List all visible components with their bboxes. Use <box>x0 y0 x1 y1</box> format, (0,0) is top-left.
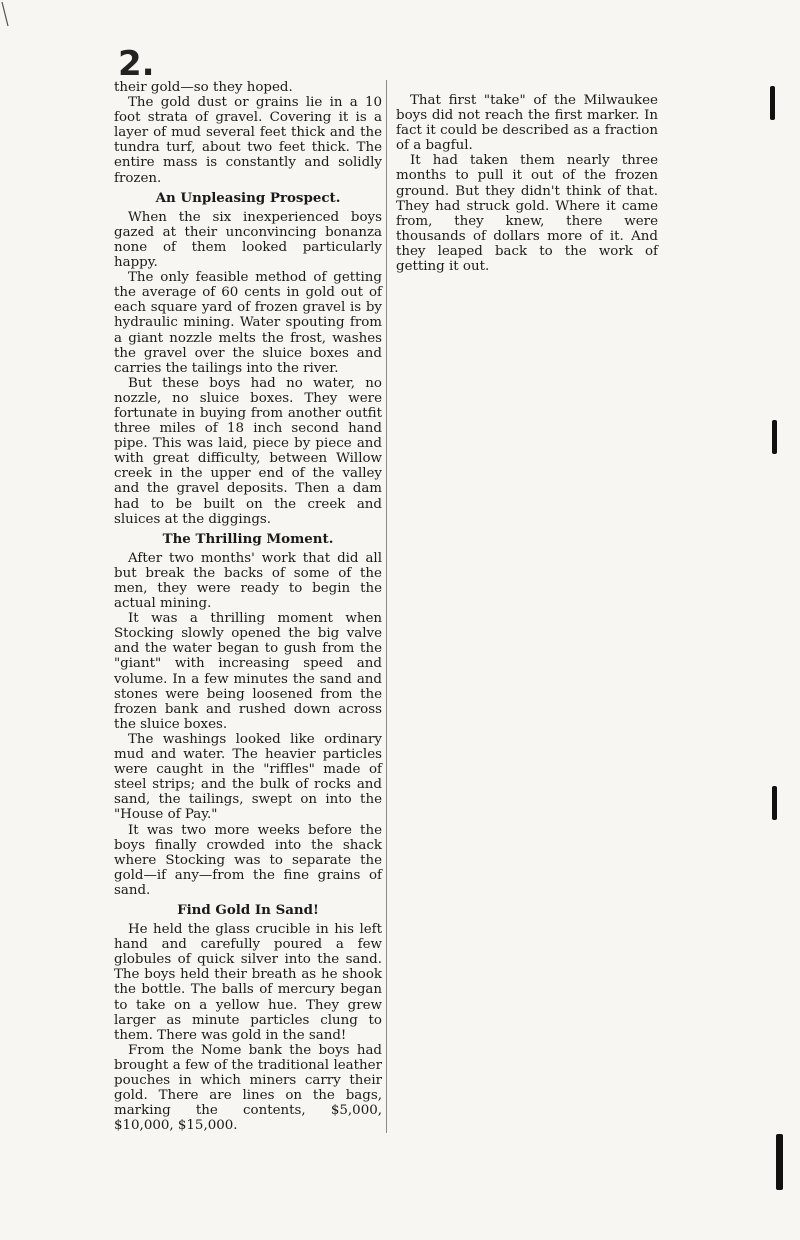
paragraph: It had taken them nearly three months to pull it out of the frozen ground. But they didn't think of that. They had struck gold. Where it came from, they knew, there were thousands of dollars more of it. And they leaped back to the work of getting it out. <box>396 153 658 275</box>
paragraph: When the six inexperienced boys gazed at their unconvincing bonanza none of them looked particularly happy. <box>114 209 382 271</box>
corner-scratch <box>0 0 12 30</box>
binder-mark <box>772 420 777 454</box>
paragraph: The washings looked like ordinary mud and water. The heavier particles were caught in the "riffles" made of steel strips; and the bulk of rocks and sand, the tailings, swept on into the "House of Pay." <box>114 731 382 823</box>
paragraph: After two months' work that did all but break the backs of some of the men, they were ready to begin the actual mining. <box>114 550 382 612</box>
paragraph: It was a thrilling moment when Stocking slowly opened the big valve and the water began to gush from the "giant" with increasing speed and volume. In a few minutes the sand and stones were being loosened from the frozen bank and rushed down across the sluice boxes. <box>114 611 382 732</box>
section-heading: An Unpleasing Prospect. <box>155 189 341 206</box>
binder-mark <box>770 86 775 120</box>
paragraph: The gold dust or grains lie in a 10 foot strata of gravel. Covering it is a layer of mud several feet thick and the tundra turf, about two feet thick. The entire mass is constantly and solidly frozen. <box>114 95 382 186</box>
binder-mark <box>776 1134 783 1190</box>
section-heading: Find Gold In Sand! <box>177 901 319 918</box>
paragraph: It was two more weeks before the boys finally crowded into the shack where Stocking was to separate the gold—if any—from the fine grains of sand. <box>114 822 382 898</box>
page-number: 2. <box>118 44 155 84</box>
paragraph: But these boys had no water, no nozzle, no sluice boxes. They were fortunate in buying from another outfit three miles of 18 inch second hand pipe. This was laid, piece by piece and with great difficulty, between Willow creek in the upper end of the valley and the gravel deposits. Then a dam had to be built on the creek and sluices at the diggings. <box>114 375 382 527</box>
paragraph: That first "take" of the Milwaukee boys did not reach the first marker. In fact it could be described as a fraction of a bagful. <box>396 93 658 154</box>
section-heading: The Thrilling Moment. <box>162 530 334 547</box>
paragraph: From the Nome bank the boys had brought a few of the traditional leather pouches in which miners carry their gold. There are lines on the bags, marking the contents, $5,000, $10,000, $15,000. <box>114 1042 382 1134</box>
article-column-right <box>396 93 658 274</box>
binder-mark <box>772 786 777 820</box>
article-column-left <box>114 80 387 1133</box>
paragraph: their gold—so they hoped. <box>114 80 293 95</box>
paragraph: The only feasible method of getting the average of 60 cents in gold out of each square yard of frozen gravel is by hydraulic mining. Water spouting from a giant nozzle melts the frost, washes the gravel over the sluice boxes and carries the tailings into the river. <box>114 270 382 376</box>
paragraph: He held the glass crucible in his left hand and carefully poured a few globules of quick silver into the sand. The boys held their breath as he shook the bottle. The balls of mercury began to take on a yellow hue. They grew larger as minute particles clung to them. There was gold in the sand! <box>114 922 382 1043</box>
